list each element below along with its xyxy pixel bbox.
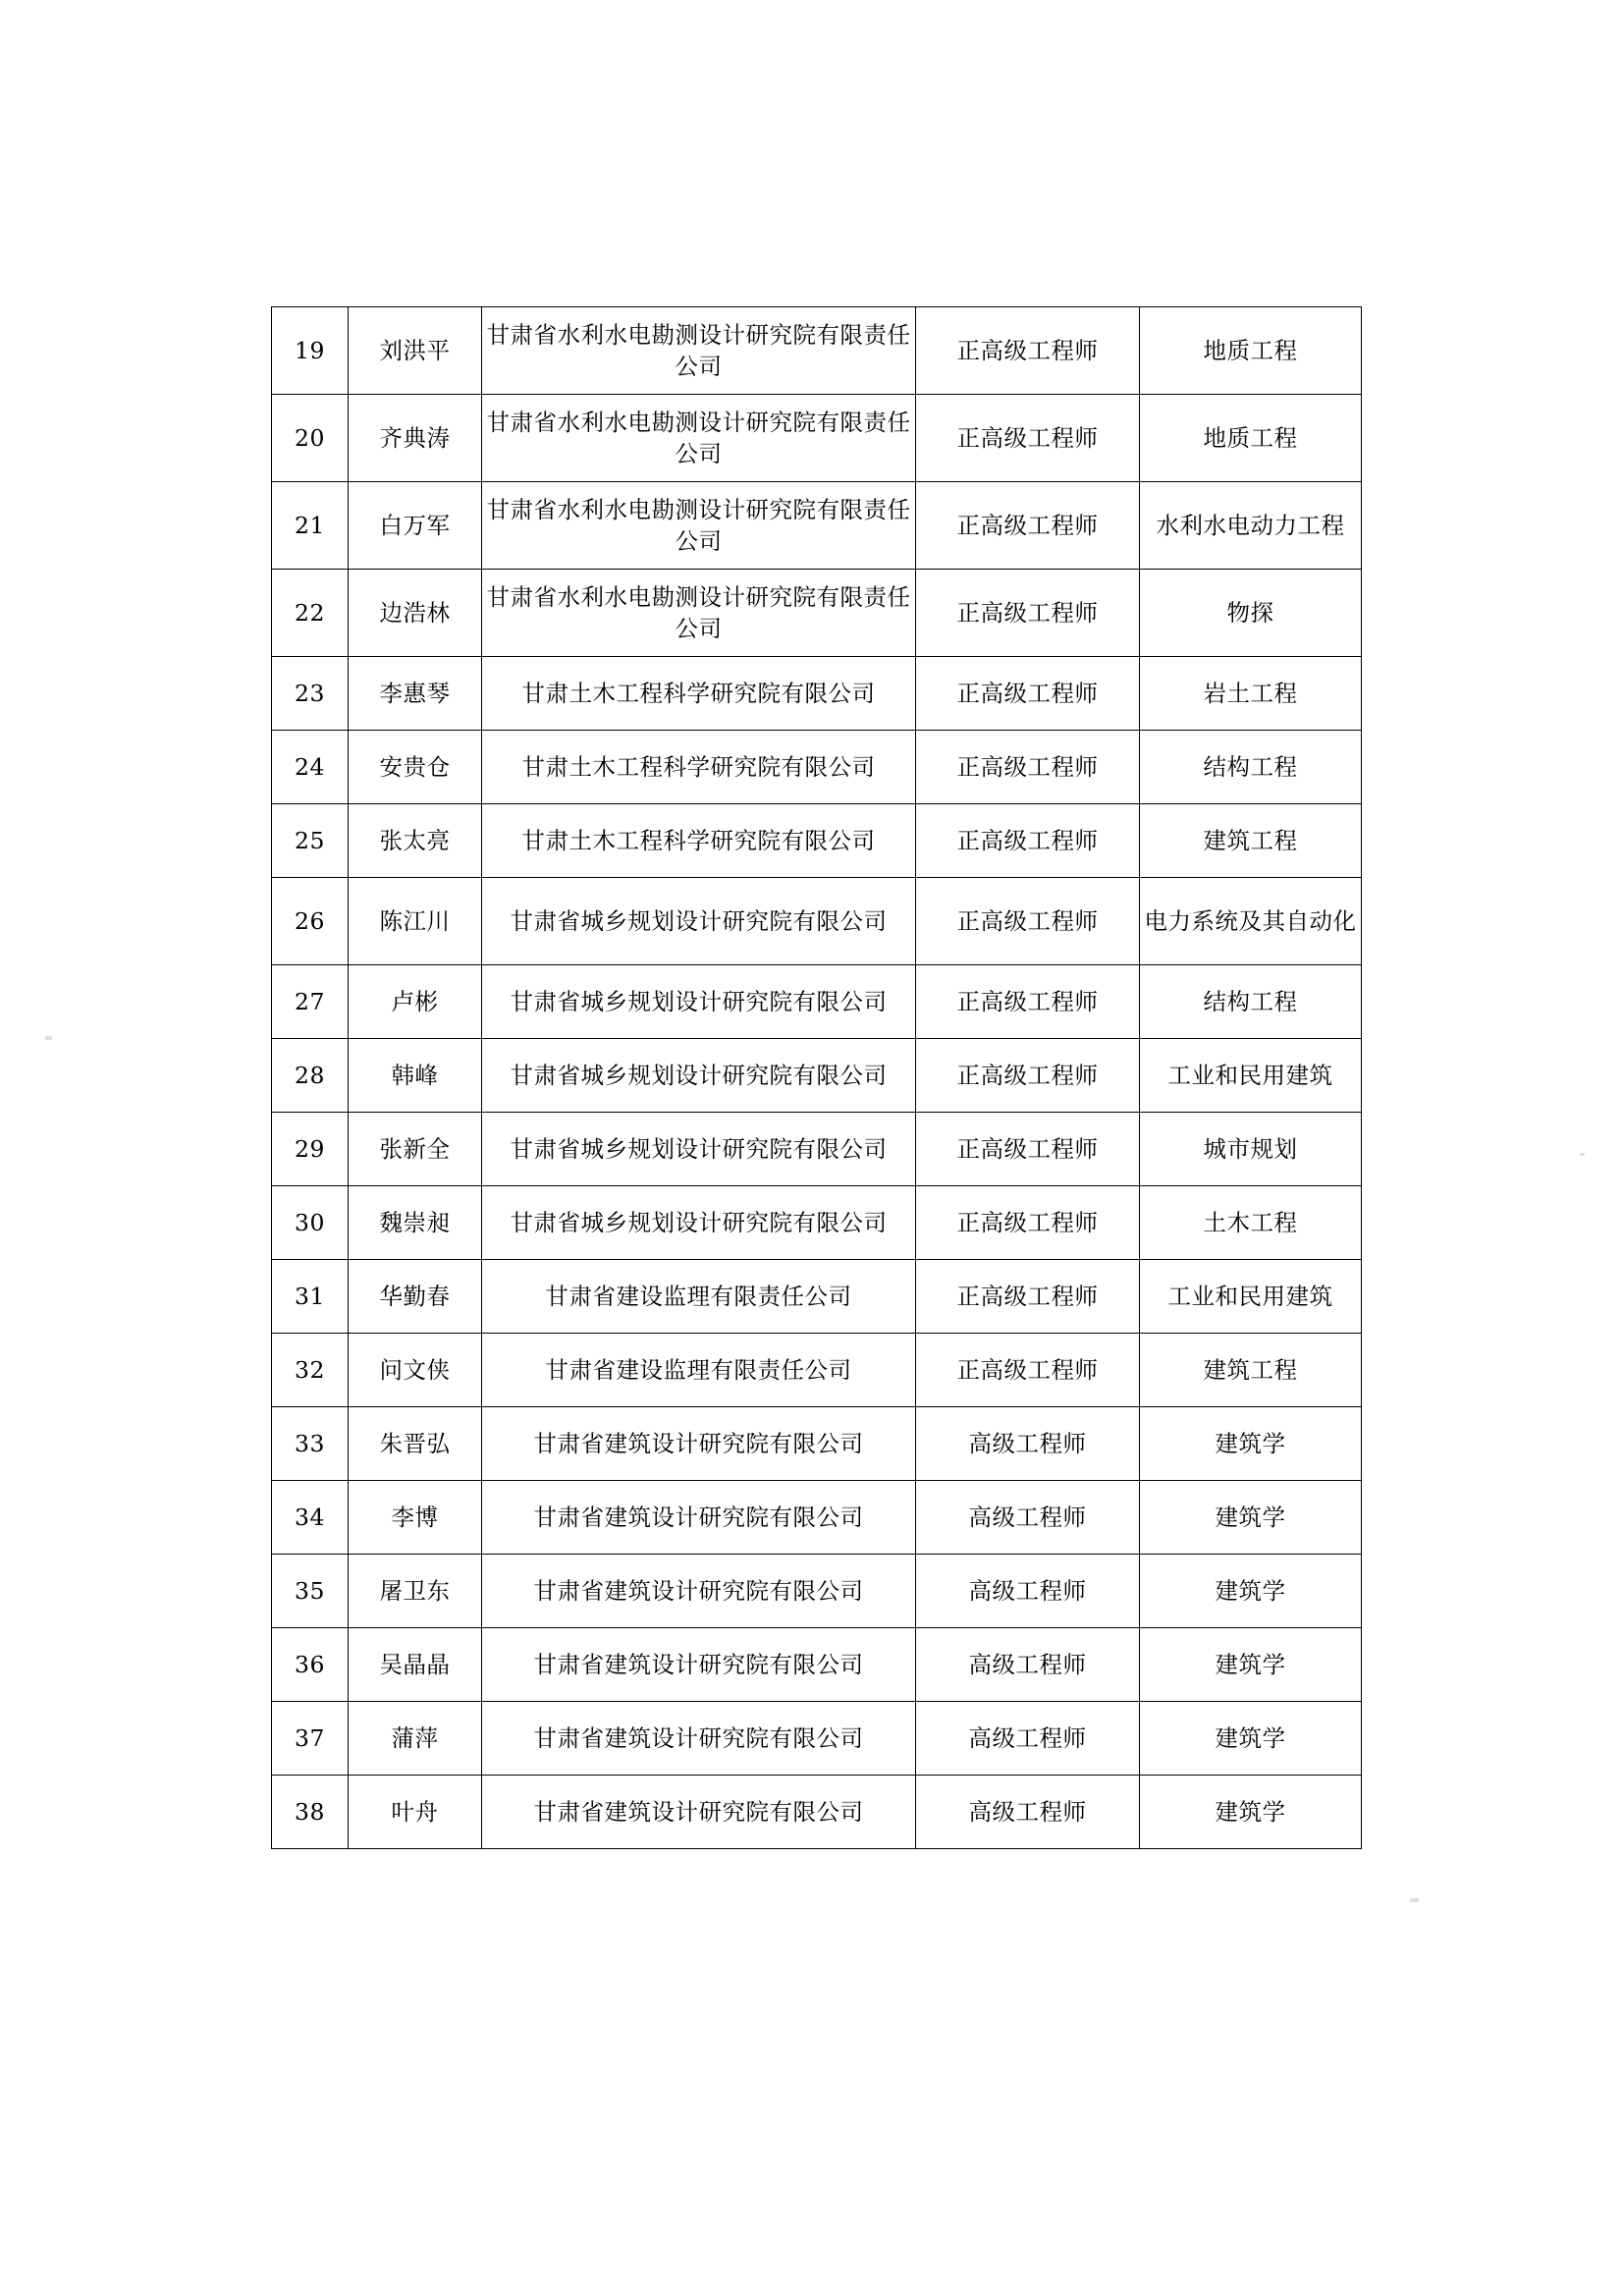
cell-organization: 甘肃土木工程科学研究院有限公司 [482,804,916,878]
cell-name: 李博 [349,1481,482,1555]
table-row [272,307,1362,395]
cell-qualification-title: 正高级工程师 [916,878,1140,965]
cell-major: 建筑学 [1140,1555,1362,1628]
cell-qualification-title: 正高级工程师 [916,1260,1140,1334]
cell-qualification-title: 高级工程师 [916,1481,1140,1555]
cell-qualification-title: 高级工程师 [916,1407,1140,1481]
cell-name: 屠卫东 [349,1555,482,1628]
cell-major: 建筑学 [1140,1481,1362,1555]
table-row [272,1260,1362,1334]
table-row [272,1628,1362,1702]
qualification-table [271,306,1362,1849]
cell-organization: 甘肃省城乡规划设计研究院有限公司 [482,878,916,965]
cell-organization: 甘肃土木工程科学研究院有限公司 [482,731,916,804]
cell-index: 30 [272,1186,349,1260]
cell-organization: 甘肃省建筑设计研究院有限公司 [482,1702,916,1776]
cell-major: 建筑工程 [1140,804,1362,878]
cell-index: 38 [272,1776,349,1849]
table-row [272,1481,1362,1555]
table-row [272,1555,1362,1628]
cell-index: 24 [272,731,349,804]
cell-major: 岩土工程 [1140,657,1362,731]
cell-organization: 甘肃省建筑设计研究院有限公司 [482,1628,916,1702]
cell-name: 魏崇昶 [349,1186,482,1260]
cell-organization: 甘肃土木工程科学研究院有限公司 [482,657,916,731]
cell-organization: 甘肃省城乡规划设计研究院有限公司 [482,1113,916,1186]
cell-major: 工业和民用建筑 [1140,1260,1362,1334]
cell-index: 21 [272,482,349,570]
table-row [272,1776,1362,1849]
cell-organization: 甘肃省建筑设计研究院有限公司 [482,1555,916,1628]
table-row [272,1407,1362,1481]
table-row [272,482,1362,570]
cell-qualification-title: 高级工程师 [916,1555,1140,1628]
cell-qualification-title: 正高级工程师 [916,657,1140,731]
cell-name: 卢彬 [349,965,482,1039]
cell-index: 34 [272,1481,349,1555]
table-row [272,1334,1362,1407]
cell-qualification-title: 正高级工程师 [916,307,1140,395]
table-row [272,731,1362,804]
cell-name: 李惠琴 [349,657,482,731]
cell-major: 电力系统及其自动化 [1140,878,1362,965]
cell-name: 蒲萍 [349,1702,482,1776]
cell-major: 建筑学 [1140,1776,1362,1849]
cell-major: 物探 [1140,570,1362,657]
cell-major: 建筑学 [1140,1407,1362,1481]
cell-name: 白万军 [349,482,482,570]
cell-name: 朱晋弘 [349,1407,482,1481]
cell-qualification-title: 正高级工程师 [916,1334,1140,1407]
table-row [272,1039,1362,1113]
scan-speck [1580,1153,1585,1156]
cell-major: 水利水电动力工程 [1140,482,1362,570]
table-body [272,307,1362,1849]
table-row [272,878,1362,965]
table-row [272,965,1362,1039]
cell-organization: 甘肃省水利水电勘测设计研究院有限责任公司 [482,570,916,657]
cell-organization: 甘肃省城乡规划设计研究院有限公司 [482,965,916,1039]
table-row [272,570,1362,657]
cell-name: 齐典涛 [349,395,482,482]
cell-index: 25 [272,804,349,878]
cell-qualification-title: 正高级工程师 [916,395,1140,482]
cell-name: 华勤春 [349,1260,482,1334]
cell-index: 20 [272,395,349,482]
cell-name: 边浩林 [349,570,482,657]
cell-index: 27 [272,965,349,1039]
cell-qualification-title: 正高级工程师 [916,570,1140,657]
scan-speck [45,1036,52,1040]
cell-index: 33 [272,1407,349,1481]
cell-qualification-title: 正高级工程师 [916,482,1140,570]
cell-name: 安贵仓 [349,731,482,804]
cell-organization: 甘肃省水利水电勘测设计研究院有限责任公司 [482,482,916,570]
cell-qualification-title: 正高级工程师 [916,1186,1140,1260]
table-row [272,395,1362,482]
cell-major: 工业和民用建筑 [1140,1039,1362,1113]
cell-name: 吴晶晶 [349,1628,482,1702]
cell-name: 问文侠 [349,1334,482,1407]
cell-major: 地质工程 [1140,395,1362,482]
cell-index: 36 [272,1628,349,1702]
cell-qualification-title: 高级工程师 [916,1702,1140,1776]
cell-name: 陈江川 [349,878,482,965]
cell-major: 建筑工程 [1140,1334,1362,1407]
cell-qualification-title: 正高级工程师 [916,731,1140,804]
cell-major: 建筑学 [1140,1628,1362,1702]
cell-major: 地质工程 [1140,307,1362,395]
cell-name: 刘洪平 [349,307,482,395]
cell-name: 叶舟 [349,1776,482,1849]
table-row [272,1186,1362,1260]
cell-qualification-title: 高级工程师 [916,1628,1140,1702]
cell-organization: 甘肃省水利水电勘测设计研究院有限责任公司 [482,307,916,395]
cell-name: 韩峰 [349,1039,482,1113]
cell-index: 35 [272,1555,349,1628]
cell-index: 26 [272,878,349,965]
cell-major: 结构工程 [1140,965,1362,1039]
cell-qualification-title: 正高级工程师 [916,965,1140,1039]
cell-index: 23 [272,657,349,731]
cell-index: 22 [272,570,349,657]
cell-major: 建筑学 [1140,1702,1362,1776]
cell-organization: 甘肃省建筑设计研究院有限公司 [482,1776,916,1849]
table-row [272,1113,1362,1186]
cell-organization: 甘肃省水利水电勘测设计研究院有限责任公司 [482,395,916,482]
cell-qualification-title: 正高级工程师 [916,1039,1140,1113]
cell-index: 28 [272,1039,349,1113]
cell-qualification-title: 高级工程师 [916,1776,1140,1849]
cell-qualification-title: 正高级工程师 [916,804,1140,878]
table-row [272,804,1362,878]
cell-index: 32 [272,1334,349,1407]
cell-major: 土木工程 [1140,1186,1362,1260]
cell-qualification-title: 正高级工程师 [916,1113,1140,1186]
table-row [272,1702,1362,1776]
cell-major: 结构工程 [1140,731,1362,804]
cell-name: 张新全 [349,1113,482,1186]
table-row [272,657,1362,731]
cell-index: 31 [272,1260,349,1334]
cell-organization: 甘肃省建筑设计研究院有限公司 [482,1407,916,1481]
qualification-table-container [271,306,1361,1849]
cell-index: 19 [272,307,349,395]
scan-speck [1410,1898,1419,1902]
cell-organization: 甘肃省城乡规划设计研究院有限公司 [482,1186,916,1260]
cell-name: 张太亮 [349,804,482,878]
cell-organization: 甘肃省建设监理有限责任公司 [482,1334,916,1407]
cell-major: 城市规划 [1140,1113,1362,1186]
cell-index: 29 [272,1113,349,1186]
cell-organization: 甘肃省城乡规划设计研究院有限公司 [482,1039,916,1113]
cell-index: 37 [272,1702,349,1776]
cell-organization: 甘肃省建筑设计研究院有限公司 [482,1481,916,1555]
cell-organization: 甘肃省建设监理有限责任公司 [482,1260,916,1334]
